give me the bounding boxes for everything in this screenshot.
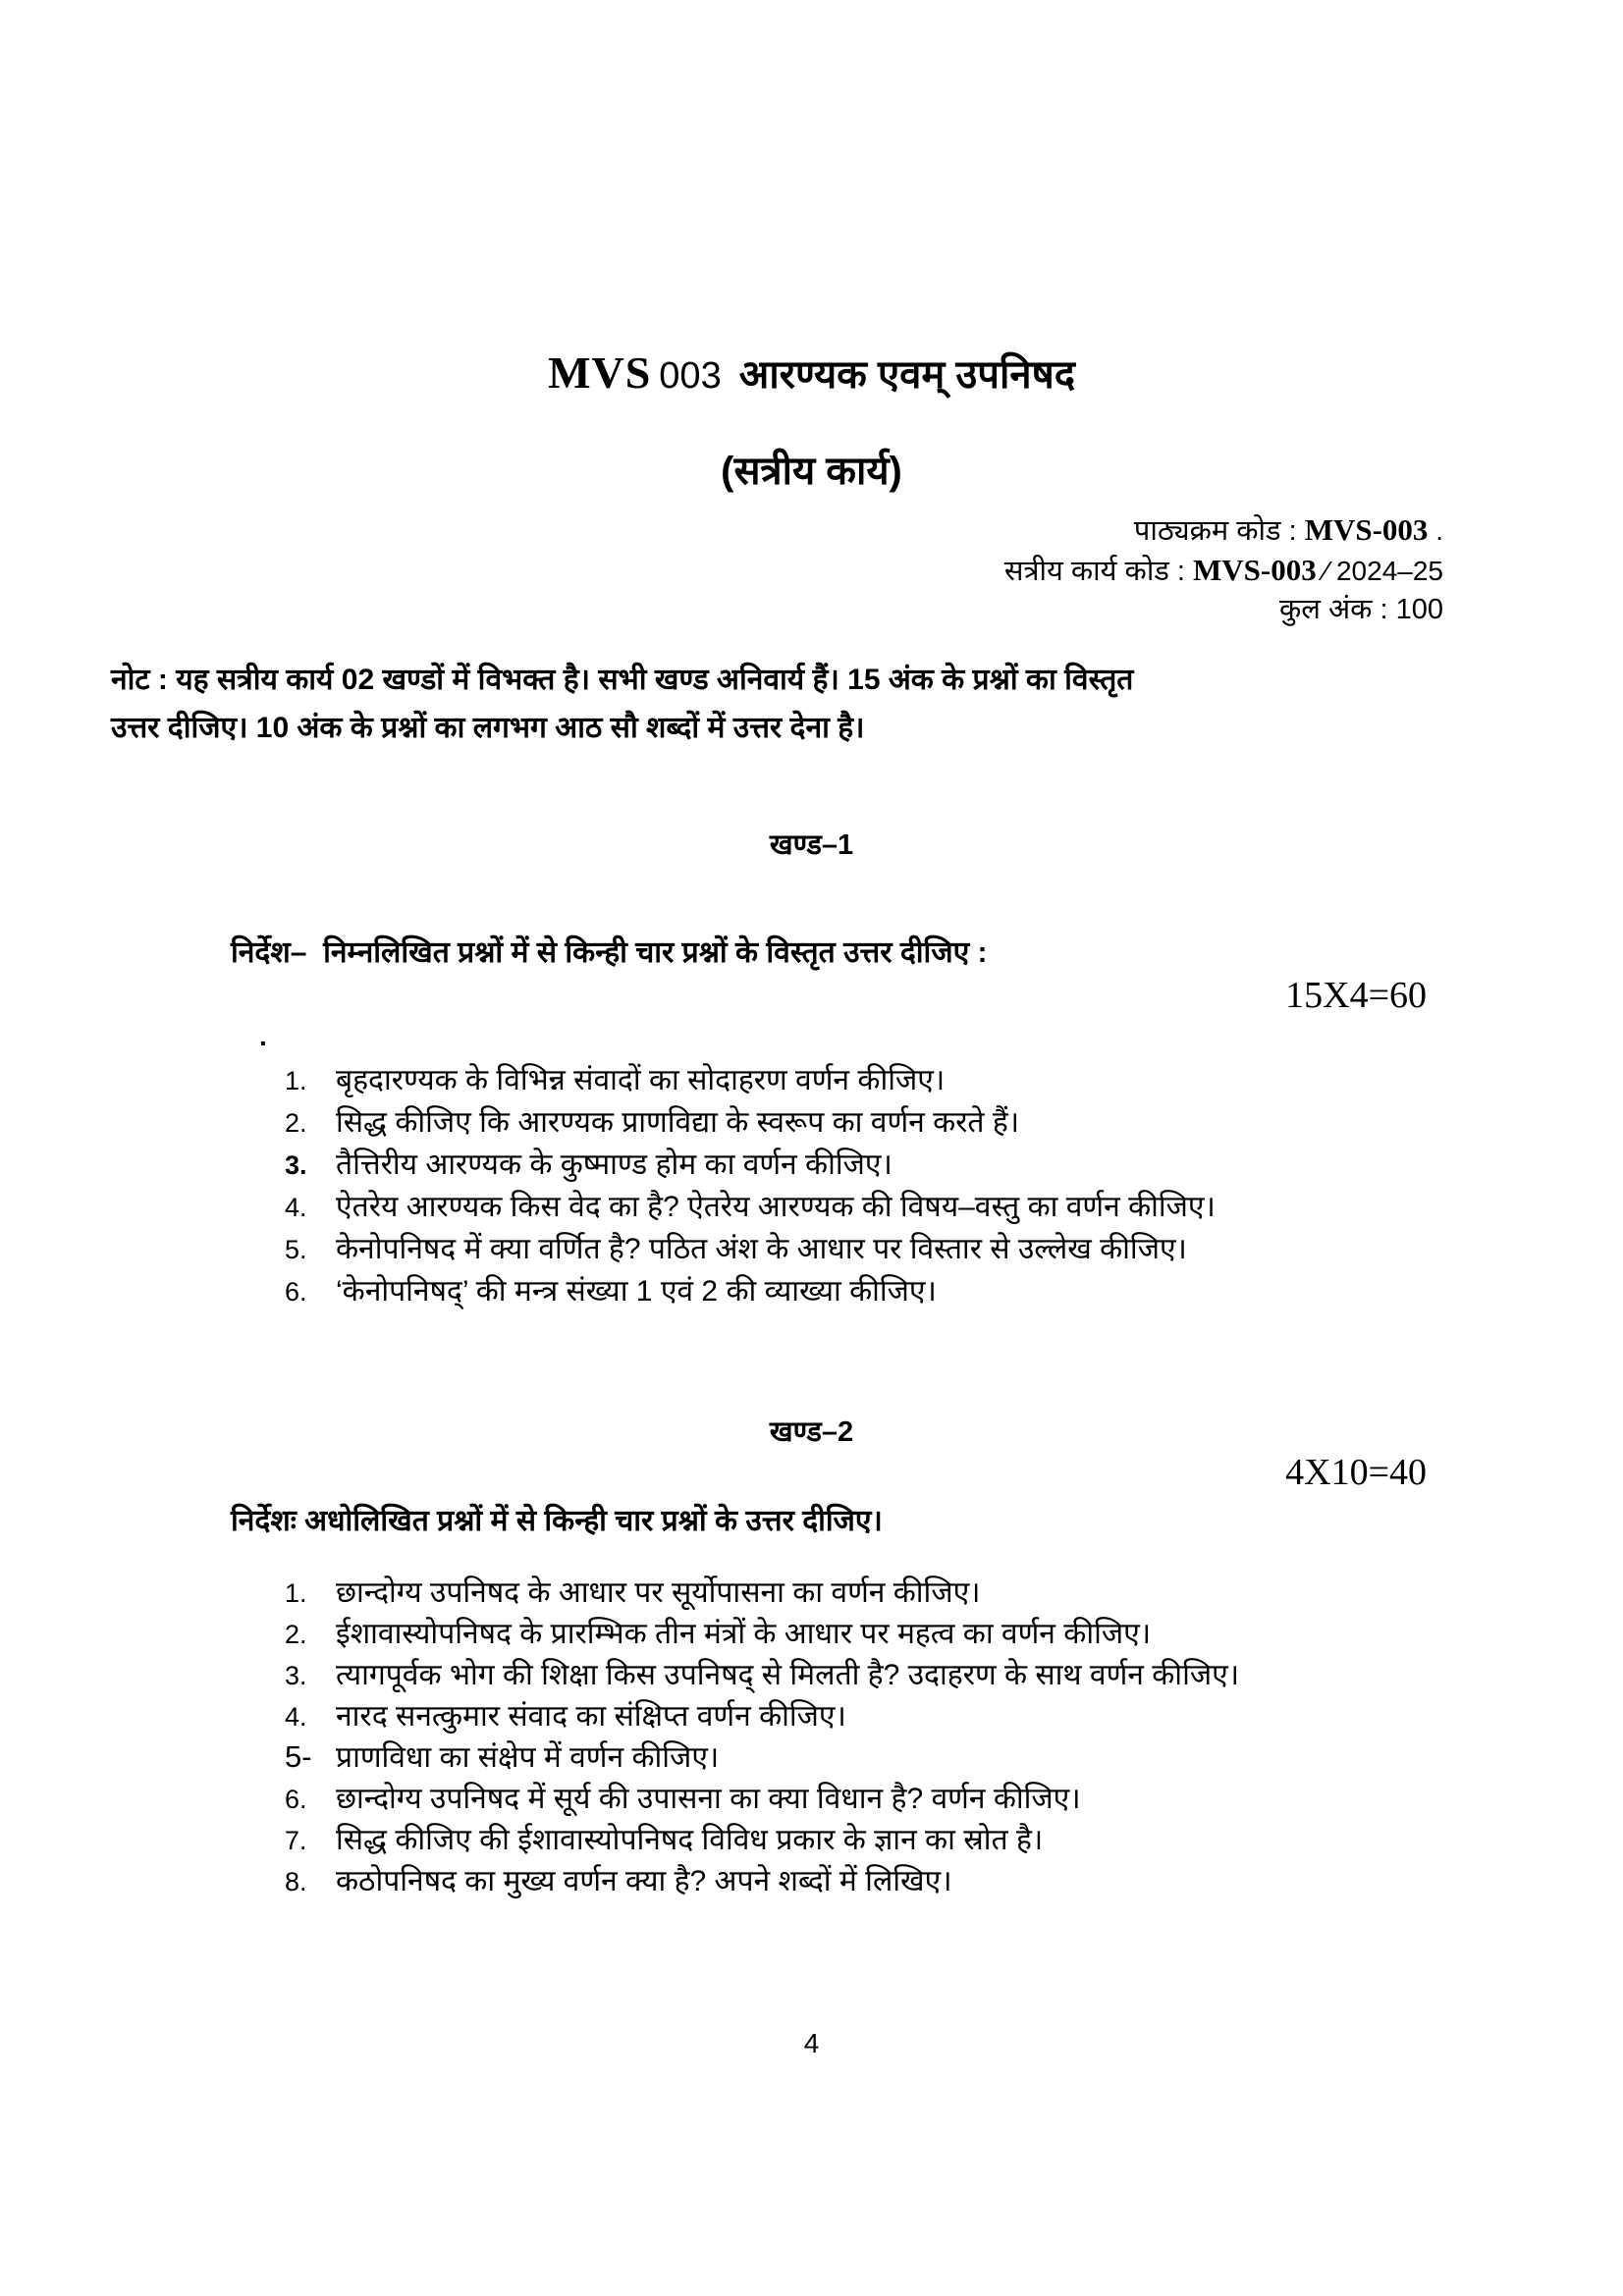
question-text: प्राणविधा का संक्षेप में वर्णन कीजिए। [336, 1741, 720, 1774]
question-text: नारद सनत्कुमार संवाद का संक्षिप्त वर्णन कीजिए। [336, 1700, 846, 1733]
total-marks-value: 100 [1395, 594, 1443, 625]
question-number: 8. [285, 1867, 307, 1896]
question-row [285, 1571, 1239, 1612]
section-1-instruction: निर्देश– निम्नलिखित प्रश्नों में से किन्ही चार प्रश्नों के विस्तृत उत्तर दीजिए : [231, 936, 988, 969]
question-row [285, 1859, 1239, 1900]
question-number: 6. [285, 1277, 307, 1307]
section-2-instruction: निर्देशः अधोलिखित प्रश्नों में से किन्ही चार प्रश्नों के उत्तर दीजिए। [231, 1505, 883, 1537]
note-paragraph [111, 656, 1515, 752]
assignment-code-row [1004, 551, 1443, 591]
question-text: त्यागपूर्वक भोग की शिक्षा किस उपनिषद् से मिलती है? उदाहरण के साथ वर्णन कीजिए। [336, 1659, 1240, 1691]
question-row [285, 1735, 1239, 1777]
question-row [285, 1185, 1216, 1227]
page-number: 4 [803, 2028, 820, 2058]
course-code-row [1004, 510, 1443, 551]
question-row [285, 1058, 1216, 1100]
question-row [285, 1694, 1239, 1735]
question-text: ईशावास्योपनिषद के प्रारम्भिक तीन मंत्रों के आधार पर महत्व का वर्णन कीजिए। [336, 1618, 1152, 1650]
question-number: 4. [285, 1702, 307, 1732]
question-text: सिद्ध कीजिए की ईशावास्योपनिषद विविध प्रकार के ज्ञान का स्रोत है। [336, 1824, 1044, 1856]
course-code-suffix: . [1428, 515, 1443, 546]
assignment-code-label: सत्रीय कार्य कोड : [1003, 556, 1194, 587]
question-text: छान्दोग्य उपनिषद के आधार पर सूर्योपासना का वर्णन कीजिए। [336, 1576, 981, 1609]
section-2-marks: 4X10=40 [1285, 1452, 1427, 1493]
question-number: 4. [285, 1193, 307, 1222]
question-text: बृहदारण्यक के विभिन्न संवादों का सोदाहरण वर्णन कीजिए। [336, 1064, 946, 1096]
question-row [285, 1653, 1239, 1694]
question-number: 7. [285, 1826, 307, 1855]
section-1-question-list [285, 1058, 1216, 1311]
question-row [285, 1143, 1216, 1185]
question-number: 2. [285, 1620, 307, 1649]
section-1-marks: 15X4=60 [1285, 975, 1427, 1016]
question-text: सिद्ध कीजिए कि आरण्यक प्राणविद्या के स्वरूप का वर्णन करते हैं। [336, 1106, 1020, 1139]
question-row [285, 1612, 1239, 1653]
total-marks-label: कुल अंक : [1279, 594, 1396, 625]
meta-block [1004, 510, 1443, 629]
question-number: 1. [285, 1578, 307, 1608]
total-marks-row [1004, 591, 1443, 629]
question-row [285, 1777, 1239, 1818]
question-number: 5. [285, 1235, 307, 1264]
stray-mark: . [259, 1021, 267, 1051]
course-code-label: पाठ्यक्रम कोड : [1133, 515, 1305, 547]
assignment-session: ⁄ 2024–25 [1316, 556, 1443, 586]
question-row [285, 1269, 1216, 1311]
document-title [0, 346, 1623, 400]
question-number: 5- [285, 1739, 312, 1774]
course-number-title: 003 [659, 355, 722, 397]
question-text: छान्दोग्य उपनिषद में सूर्य की उपासना का क्या विधान है? वर्णन कीजिए। [336, 1783, 1081, 1815]
section-2-question-list [285, 1571, 1239, 1900]
assignment-code-value: MVS-003 [1193, 553, 1317, 587]
course-name-hindi: आरण्यक एवम् उपनिषद [738, 353, 1075, 397]
question-text: ऐतरेय आरण्यक किस वेद का है? ऐतरेय आरण्यक की विषय–वस्तु का वर्णन कीजिए। [336, 1191, 1216, 1223]
question-number: 6. [285, 1785, 307, 1814]
note-line-1: नोट : यह सत्रीय कार्य 02 खण्डों में विभक्त है। सभी खण्ड अनिवार्य हैं। 15 अंक के प्रश्नों का विस्तृत [111, 664, 1134, 696]
course-code-title: MVS [548, 347, 652, 398]
question-text: कठोपनिषद का मुख्य वर्णन क्या है? अपने शब्दों में लिखिए। [336, 1865, 952, 1897]
question-row [285, 1100, 1216, 1143]
question-number: 2. [285, 1108, 307, 1138]
note-line-2: उत्तर दीजिए। 10 अंक के प्रश्नों का लगभग आठ सौ शब्दों में उत्तर देना है। [111, 712, 865, 744]
question-row [285, 1818, 1239, 1859]
question-row [285, 1227, 1216, 1269]
document-subtitle: (सत्रीय कार्य) [721, 450, 902, 493]
question-number: 3. [285, 1150, 307, 1180]
question-text: तैत्तिरीय आरण्यक के कुष्माण्ड होम का वर्णन कीजिए। [336, 1148, 893, 1181]
course-code-value: MVS-003 [1304, 512, 1429, 547]
question-number: 1. [285, 1066, 307, 1095]
question-text: ‘केनोपनिषद्’ की मन्त्र संख्या 1 एवं 2 की व्याख्या कीजिए। [336, 1275, 937, 1308]
question-text: केनोपनिषद में क्या वर्णित है? पठित अंश के आधार पर विस्तार से उल्लेख कीजिए। [336, 1233, 1187, 1265]
question-number: 3. [285, 1661, 307, 1690]
section-1-heading: खण्ड–1 [769, 829, 854, 861]
section-2-heading: खण्ड–2 [769, 1416, 854, 1448]
